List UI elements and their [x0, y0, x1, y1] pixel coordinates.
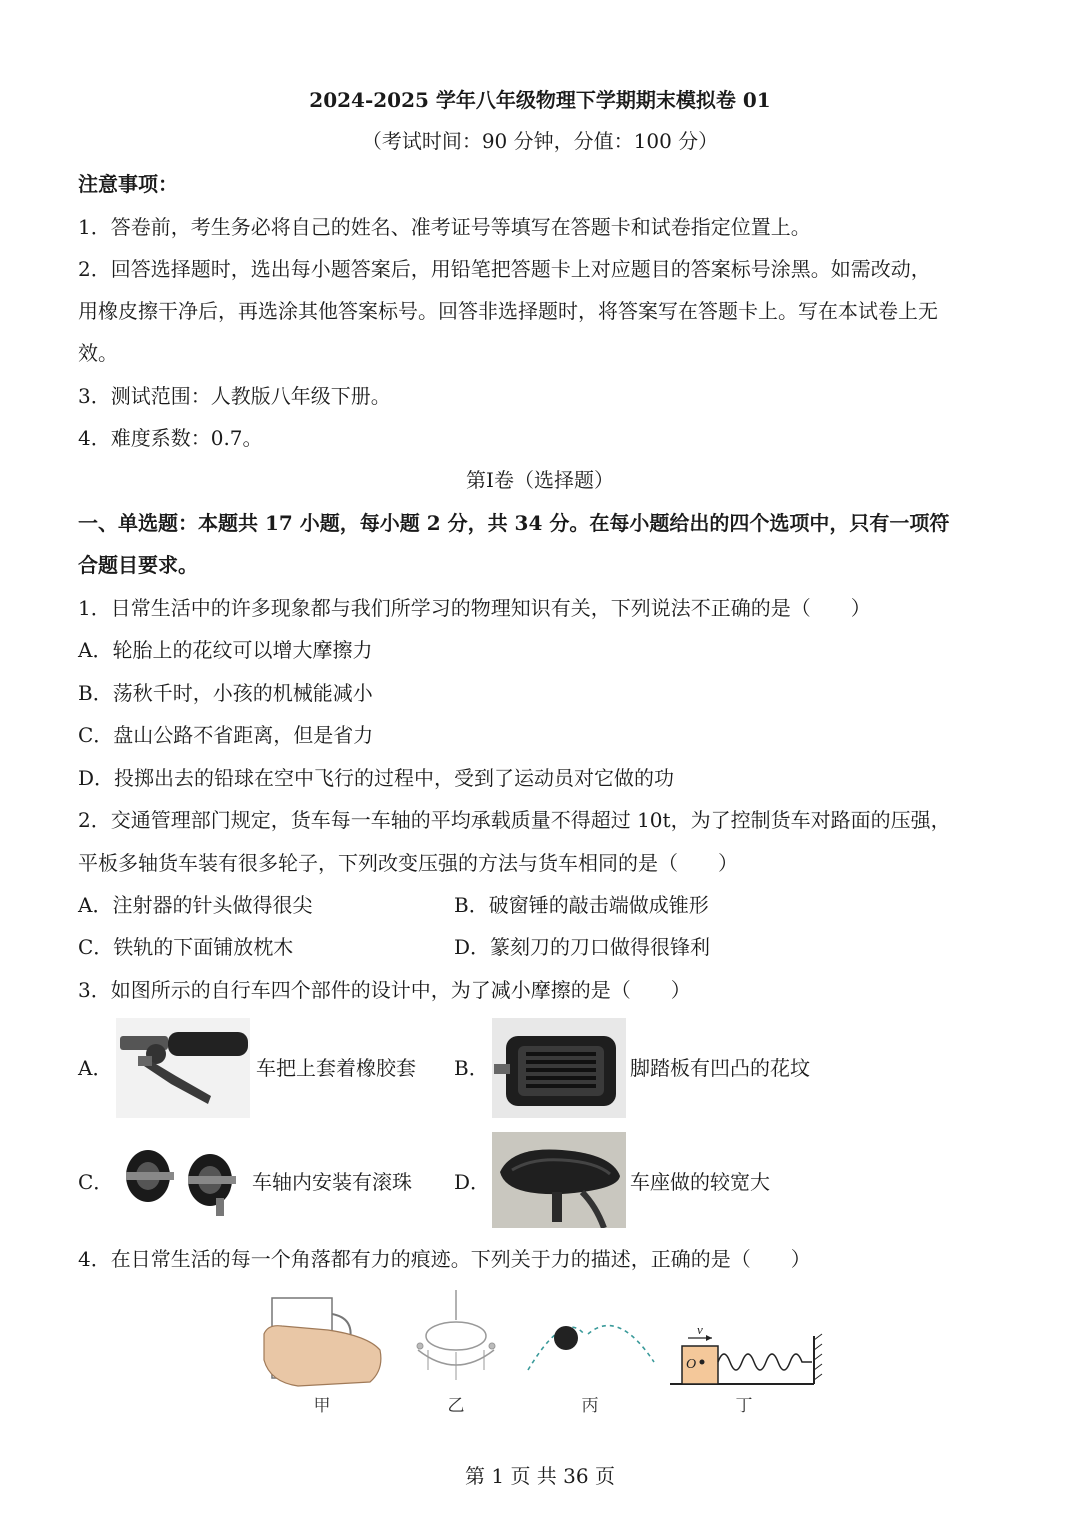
notice-item: 1．答卷前，考生务必将自己的姓名、准考证号等填写在答题卡和试卷指定位置上。 — [78, 215, 811, 239]
question-2-stem-cont: 平板多轴货车装有很多轮子，下列改变压强的方法与货车相同的是（ ） — [78, 851, 738, 875]
question-4-figure — [258, 1290, 828, 1420]
question-3-option-d-text: 车座做的较宽大 — [630, 1170, 770, 1194]
chandelier-figure — [417, 1290, 495, 1380]
question-3-stem: 3．如图所示的自行车四个部件的设计中，为了减小摩擦的是（ ） — [78, 978, 691, 1002]
question-2-option-d: D．篆刻刀的刀口做得很锋利 — [454, 935, 711, 959]
question-2-option-c: C．铁轨的下面铺放枕木 — [78, 935, 294, 959]
notice-item: 效。 — [78, 341, 118, 365]
question-2-option-a: A．注射器的针头做得很尖 — [78, 893, 313, 917]
question-3-option-a-letter: A． — [78, 1056, 113, 1080]
question-3-option-a-text: 车把上套着橡胶套 — [256, 1056, 416, 1080]
question-3-option-b-text: 脚踏板有凹凸的花坟 — [630, 1056, 810, 1080]
volume-title: 第Ⅰ卷（选择题） — [466, 468, 614, 492]
section-heading: 一、单选题：本题共 17 小题，每小题 2 分，共 34 分。在每小题给出的四个选项中，只有一项符 — [78, 511, 950, 535]
pedal-photo — [492, 1018, 626, 1118]
section-heading-cont: 合题目要求。 — [78, 553, 198, 577]
page-footer: 第 1 页 共 36 页 — [465, 1464, 615, 1488]
figure-label-ding: 丁 — [735, 1396, 753, 1416]
bike-seat-photo — [492, 1132, 626, 1228]
hand-holding-cup-figure — [264, 1298, 381, 1386]
question-1-option-a: A．轮胎上的花纹可以增大摩擦力 — [78, 638, 373, 662]
question-2-option-b: B．破窗锤的敲击端做成锥形 — [454, 893, 709, 917]
velocity-label: v — [697, 1322, 703, 1337]
thrown-ball-figure — [528, 1326, 654, 1370]
notice-item: 3．测试范围：人教版八年级下册。 — [78, 384, 391, 408]
figure-label-bing: 丙 — [581, 1396, 599, 1416]
wheel-hub-photo — [116, 1136, 244, 1222]
question-1-option-c: C．盘山公路不省距离，但是省力 — [78, 723, 374, 747]
notice-item: 2．回答选择题时，选出每小题答案后，用铅笔把答题卡上对应题目的答案标号涂黑。如需改动， — [78, 257, 931, 281]
question-1-option-d: D．投掷出去的铅球在空中飞行的过程中，受到了运动员对它做的功 — [78, 766, 675, 790]
exam-info: （考试时间：90 分钟，分值：100 分） — [361, 129, 719, 153]
question-4-stem: 4．在日常生活的每一个角落都有力的痕迹。下列关于力的描述，正确的是（ ） — [78, 1247, 811, 1271]
point-o-label: O — [686, 1357, 697, 1372]
question-1-option-b: B．荡秋千时，小孩的机械能减小 — [78, 681, 373, 705]
question-2-stem: 2．交通管理部门规定，货车每一车轴的平均承载质量不得超过 10t，为了控制货车对路面的压强， — [78, 808, 951, 832]
question-3-option-c-letter: C． — [78, 1170, 114, 1194]
figure-label-yi: 乙 — [447, 1396, 465, 1416]
question-3-option-b-letter: B． — [454, 1056, 489, 1080]
question-3-option-c-text: 车轴内安装有滚珠 — [252, 1170, 412, 1194]
notice-heading: 注意事项： — [78, 172, 178, 196]
question-3-option-d-letter: D． — [454, 1170, 491, 1194]
notice-item: 用橡皮擦干净后，再选涂其他答案标号。回答非选择题时，将答案写在答题卡上。写在本试卷上无 — [78, 299, 938, 323]
handlebar-grip-photo — [116, 1018, 250, 1118]
figure-label-jia: 甲 — [313, 1396, 331, 1416]
question-1-stem: 1．日常生活中的许多现象都与我们所学习的物理知识有关，下列说法不正确的是（ ） — [78, 596, 871, 620]
page-title: 2024-2025 学年八年级物理下学期期末模拟卷 01 — [309, 88, 771, 112]
notice-item: 4．难度系数：0.7。 — [78, 426, 263, 450]
